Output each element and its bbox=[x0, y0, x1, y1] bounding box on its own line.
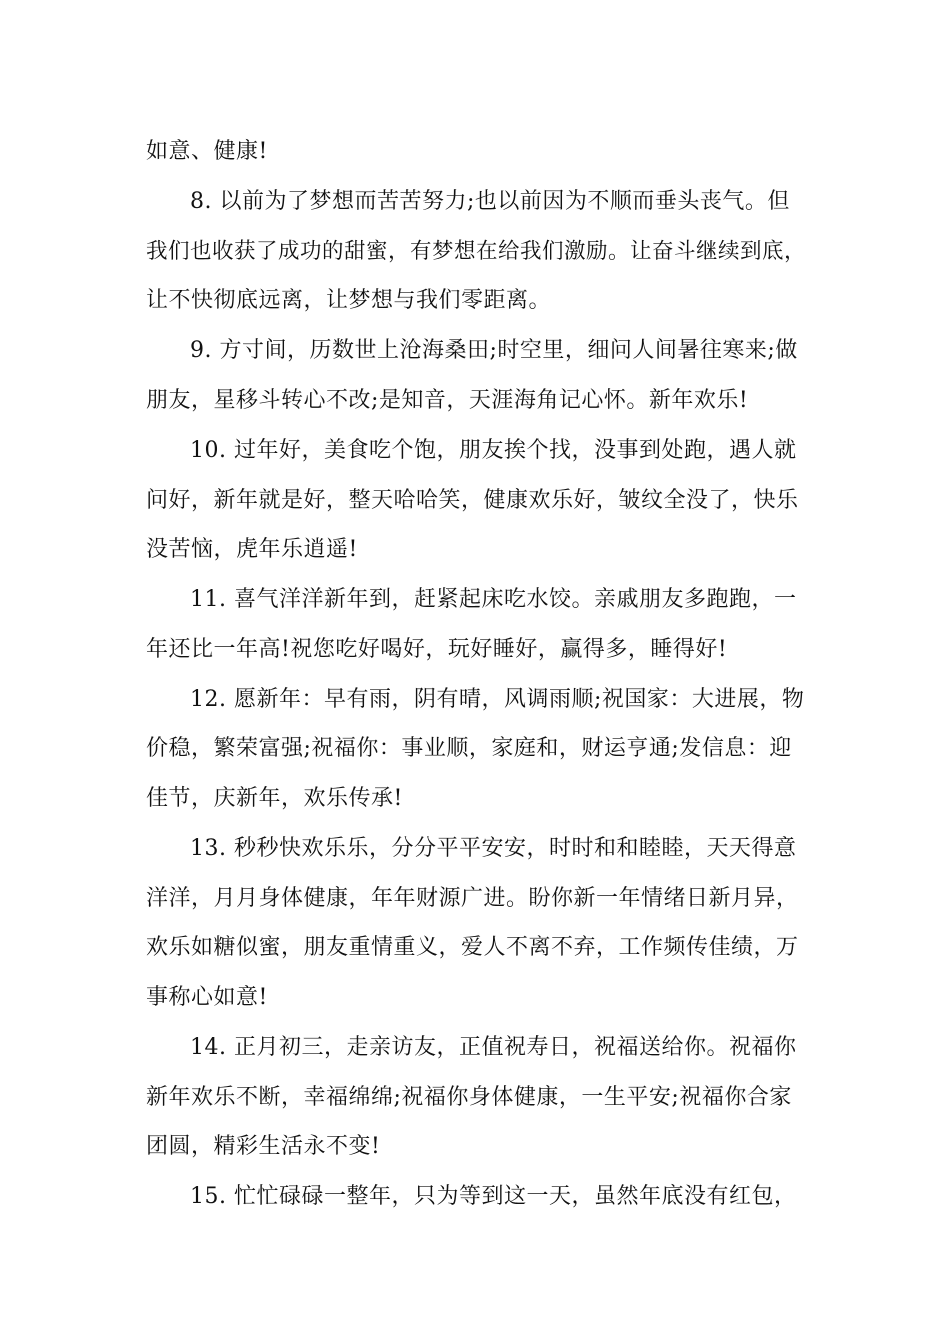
item-13-line-3: 欢乐如糖似蜜，朋友重情重义，爱人不离不弃，工作频传佳绩，万 bbox=[146, 935, 799, 960]
item-12-line-1: 12. 愿新年：早有雨，阴有晴，风调雨顺;祝国家：大进展，物 bbox=[190, 687, 805, 712]
item-12-line-3: 佳节，庆新年，欢乐传承! bbox=[146, 786, 403, 811]
item-12-line-2: 价稳，繁荣富强;祝福你：事业顺，家庭和，财运亨通;发信息：迎 bbox=[146, 736, 792, 761]
text-line: 如意、健康! bbox=[146, 139, 268, 164]
item-10-line-3: 没苦恼，虎年乐逍遥! bbox=[146, 537, 358, 562]
item-13-line-2: 洋洋，月月身体健康，年年财源广进。盼你新一年情绪日新月异， bbox=[146, 886, 799, 911]
item-9-line-2: 朋友，星移斗转心不改;是知音，天涯海角记心怀。新年欢乐! bbox=[146, 388, 749, 413]
item-8-line-2: 我们也收获了成功的甜蜜，有梦想在给我们激励。让奋斗继续到底， bbox=[146, 239, 807, 264]
item-14-line-1: 14. 正月初三，走亲访友，正值祝寿日，祝福送给你。祝福你 bbox=[190, 1035, 797, 1060]
item-11-line-2: 年还比一年高!祝您吃好喝好，玩好睡好，赢得多，睡得好! bbox=[146, 637, 728, 662]
item-11-line-1: 11. 喜气洋洋新年到，赶紧起床吃水饺。亲戚朋友多跑跑，一 bbox=[190, 587, 797, 612]
item-13-line-1: 13. 秒秒快欢乐乐，分分平平安安，时时和和睦睦，天天得意 bbox=[190, 836, 797, 861]
item-8-line-3: 让不快彻底远离，让梦想与我们零距离。 bbox=[146, 288, 552, 313]
item-15-line-1: 15. 忙忙碌碌一整年，只为等到这一天，虽然年底没有红包， bbox=[190, 1184, 797, 1209]
item-14-line-3: 团圆，精彩生活永不变! bbox=[146, 1134, 381, 1159]
item-13-line-4: 事称心如意! bbox=[146, 985, 268, 1010]
item-14-line-2: 新年欢乐不断，幸福绵绵;祝福你身体健康，一生平安;祝福你合家 bbox=[146, 1085, 792, 1110]
item-8-line-1: 8. 以前为了梦想而苦苦努力;也以前因为不顺而垂头丧气。但 bbox=[190, 189, 790, 214]
item-9-line-1: 9. 方寸间，历数世上沧海桑田;时空里，细问人间暑往寒来;做 bbox=[190, 338, 798, 363]
item-10-line-2: 问好，新年就是好，整天哈哈笑，健康欢乐好，皱纹全没了，快乐 bbox=[146, 488, 799, 513]
item-10-line-1: 10. 过年好，美食吃个饱，朋友挨个找，没事到处跑，遇人就 bbox=[190, 438, 797, 463]
